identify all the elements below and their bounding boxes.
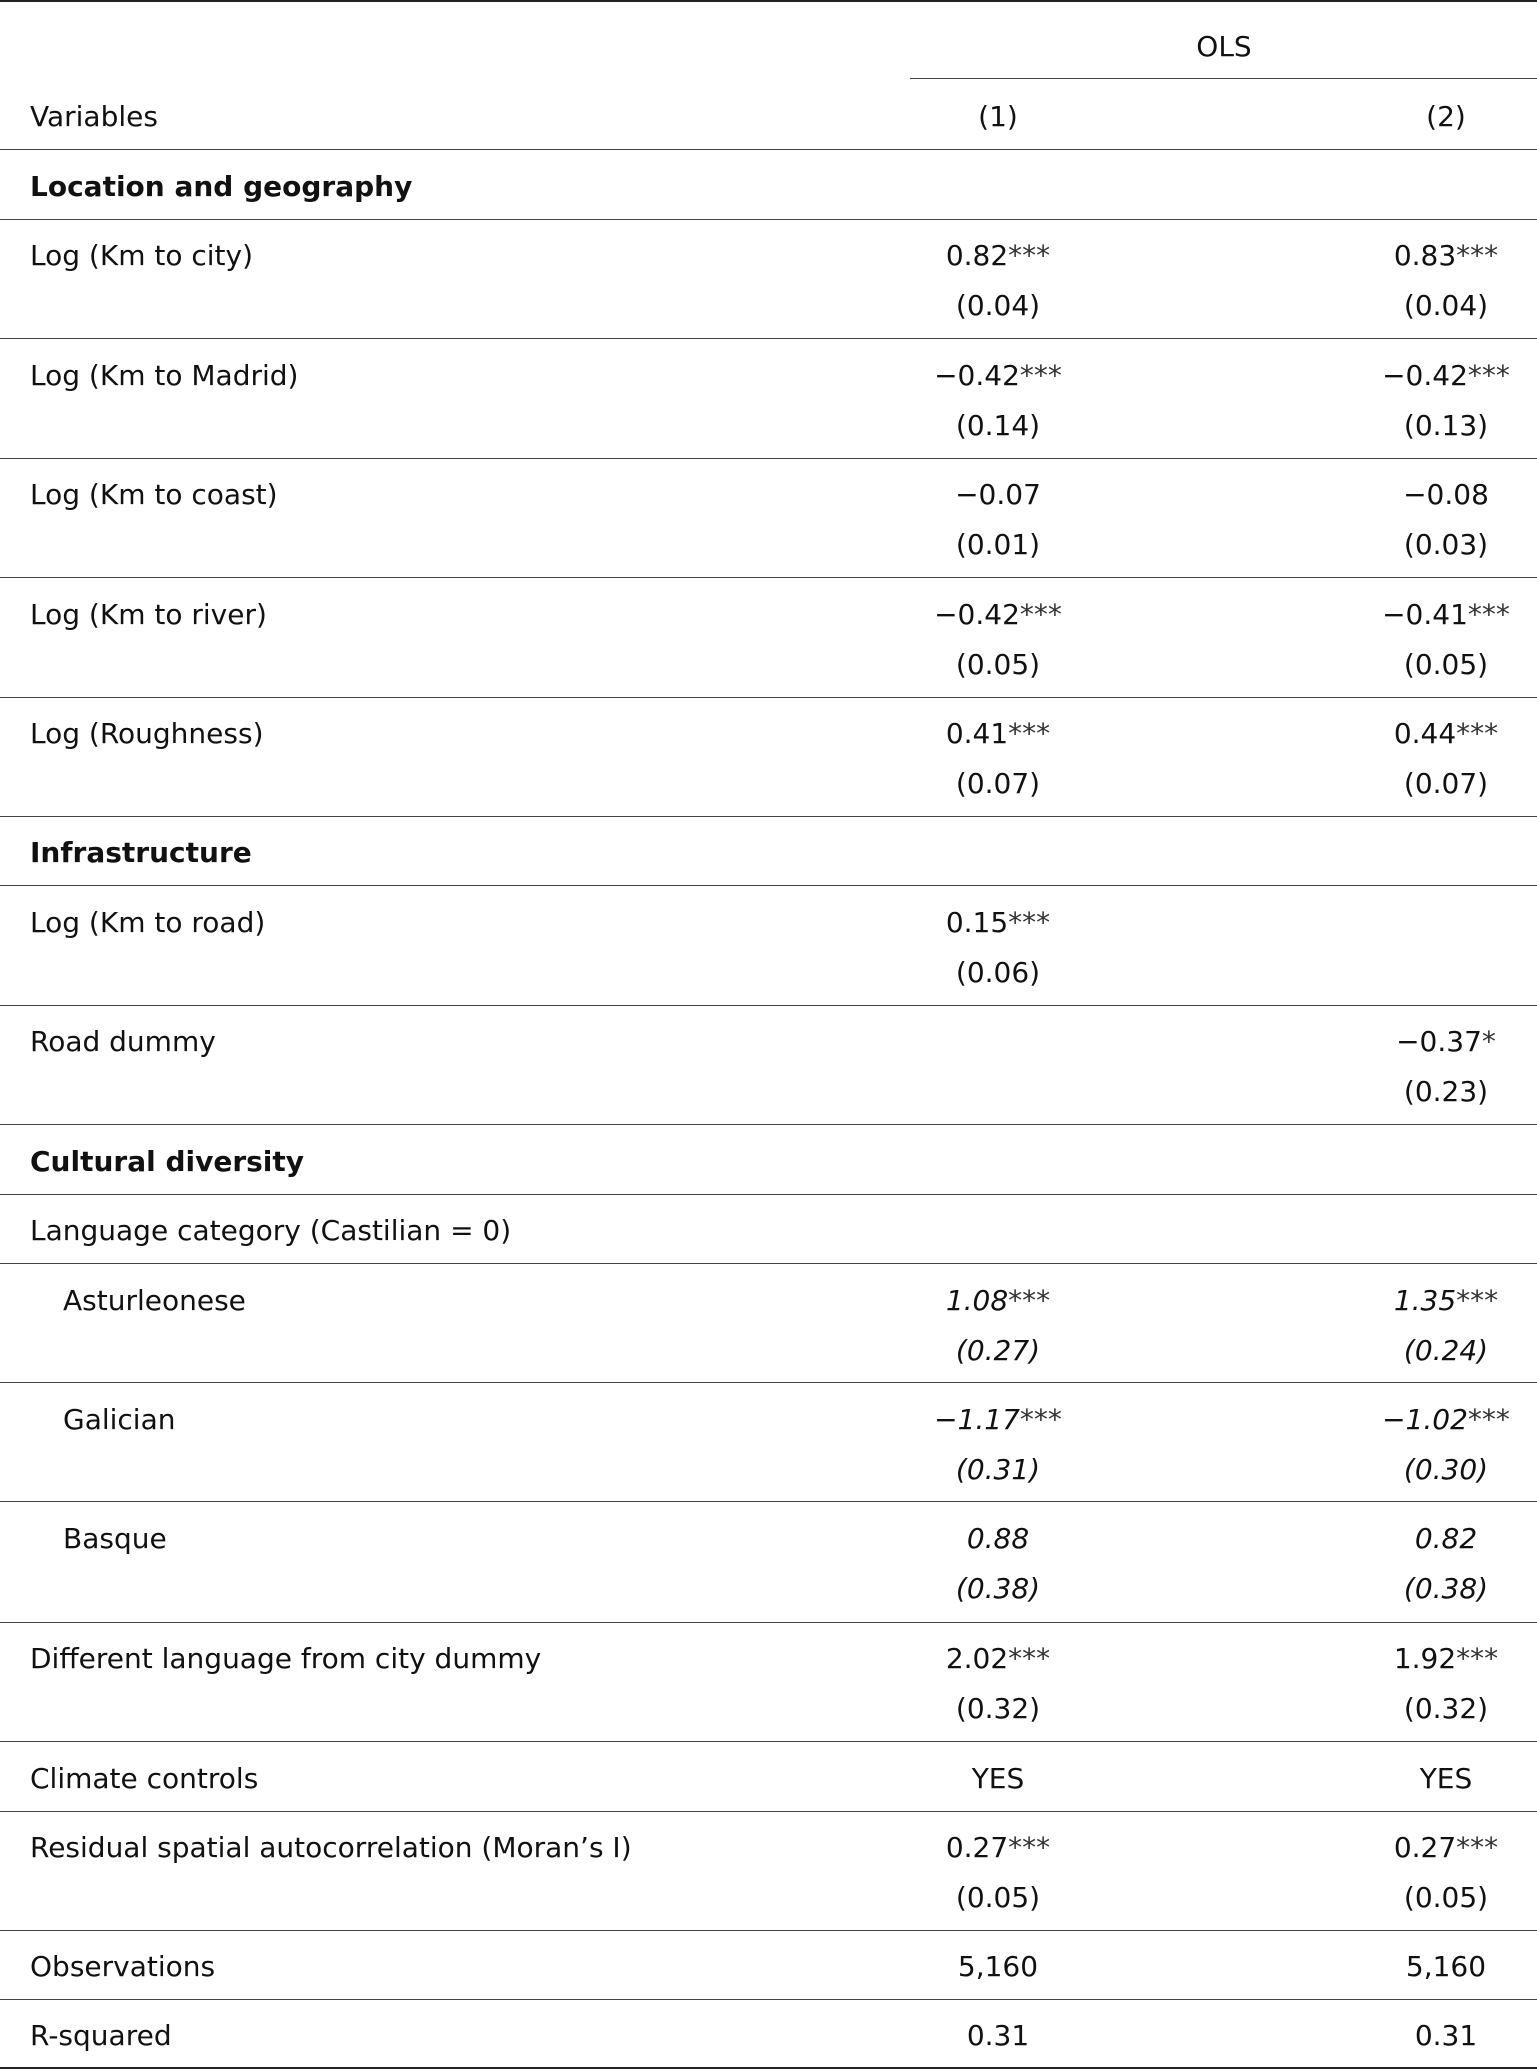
row-divider bbox=[0, 1930, 1537, 1931]
ols-header: OLS bbox=[1196, 30, 1252, 63]
value-observations-2: 5,160 bbox=[1405, 1950, 1487, 1983]
row-label-asturleonese: Asturleonese bbox=[63, 1284, 246, 1317]
row-divider bbox=[0, 1999, 1537, 2000]
row-label-km-coast: Log (Km to coast) bbox=[30, 478, 278, 511]
coef-asturleonese-1: 1.08*** bbox=[945, 1284, 1051, 1317]
value-r-squared-1: 0.31 bbox=[966, 2019, 1030, 2052]
se-basque-2: (0.38) bbox=[1403, 1572, 1489, 1605]
coef-galician-2: −1.02*** bbox=[1382, 1403, 1510, 1436]
row-divider bbox=[0, 1005, 1537, 1006]
row-label-galician: Galician bbox=[63, 1403, 176, 1436]
top-rule bbox=[0, 0, 1537, 2]
se-roughness-2: (0.07) bbox=[1403, 767, 1489, 800]
row-divider bbox=[0, 1811, 1537, 1812]
column-2-header: (2) bbox=[1426, 100, 1466, 133]
value-observations-1: 5,160 bbox=[957, 1950, 1039, 1983]
se-km-coast-2: (0.03) bbox=[1403, 528, 1489, 561]
se-km-coast-1: (0.01) bbox=[955, 528, 1041, 561]
row-divider bbox=[0, 1622, 1537, 1623]
coef-roughness-1: 0.41*** bbox=[945, 717, 1051, 750]
coef-km-madrid-1: −0.42*** bbox=[934, 359, 1062, 392]
se-km-city-1: (0.04) bbox=[955, 289, 1041, 322]
row-divider bbox=[0, 1382, 1537, 1383]
variables-header: Variables bbox=[30, 100, 158, 133]
row-label-morans-i: Residual spatial autocorrelation (Moran’s I) bbox=[30, 1831, 632, 1864]
row-label-different-language: Different language from city dummy bbox=[30, 1642, 542, 1675]
row-divider bbox=[0, 1263, 1537, 1264]
coef-km-coast-2: −0.08 bbox=[1403, 478, 1489, 511]
row-divider bbox=[0, 697, 1537, 698]
se-roughness-1: (0.07) bbox=[955, 767, 1041, 800]
coef-roughness-2: 0.44*** bbox=[1393, 717, 1499, 750]
column-1-header: (1) bbox=[978, 100, 1018, 133]
se-km-madrid-2: (0.13) bbox=[1403, 409, 1489, 442]
coef-basque-1: 0.88 bbox=[966, 1522, 1030, 1555]
coef-km-city-1: 0.82*** bbox=[945, 239, 1051, 272]
coef-km-river-2: −0.41*** bbox=[1382, 598, 1510, 631]
se-km-city-2: (0.04) bbox=[1403, 289, 1489, 322]
coef-galician-1: −1.17*** bbox=[934, 1403, 1062, 1436]
se-galician-2: (0.30) bbox=[1403, 1453, 1489, 1486]
coef-road-dummy-2: −0.37* bbox=[1396, 1025, 1496, 1058]
se-km-river-1: (0.05) bbox=[955, 648, 1041, 681]
coef-different-language-2: 1.92*** bbox=[1393, 1642, 1499, 1675]
value-r-squared-2: 0.31 bbox=[1414, 2019, 1478, 2052]
row-label-language-category: Language category (Castilian = 0) bbox=[30, 1214, 512, 1247]
coef-km-road-1: 0.15*** bbox=[945, 906, 1051, 939]
coef-morans-i-2: 0.27*** bbox=[1393, 1831, 1499, 1864]
row-label-roughness: Log (Roughness) bbox=[30, 717, 264, 750]
row-label-km-river: Log (Km to river) bbox=[30, 598, 267, 631]
row-divider bbox=[0, 458, 1537, 459]
coef-km-madrid-2: −0.42*** bbox=[1382, 359, 1510, 392]
se-basque-1: (0.38) bbox=[955, 1572, 1041, 1605]
row-label-km-road: Log (Km to road) bbox=[30, 906, 266, 939]
se-km-road-1: (0.06) bbox=[955, 956, 1041, 989]
value-climate-controls-1: YES bbox=[971, 1762, 1025, 1795]
bottom-rule bbox=[0, 2067, 1537, 2069]
section-infrastructure: Infrastructure bbox=[30, 836, 252, 869]
row-divider bbox=[0, 338, 1537, 339]
row-label-km-madrid: Log (Km to Madrid) bbox=[30, 359, 299, 392]
row-label-r-squared: R-squared bbox=[30, 2019, 172, 2052]
row-divider bbox=[0, 1741, 1537, 1742]
se-asturleonese-2: (0.24) bbox=[1403, 1334, 1489, 1367]
row-label-road-dummy: Road dummy bbox=[30, 1025, 216, 1058]
header-bottom-rule bbox=[0, 149, 1537, 150]
row-divider bbox=[0, 577, 1537, 578]
se-asturleonese-1: (0.27) bbox=[955, 1334, 1041, 1367]
row-label-basque: Basque bbox=[63, 1522, 167, 1555]
se-road-dummy-2: (0.23) bbox=[1403, 1075, 1489, 1108]
row-divider bbox=[0, 885, 1537, 886]
row-divider bbox=[0, 1194, 1537, 1195]
row-divider bbox=[0, 219, 1537, 220]
row-divider bbox=[0, 1501, 1537, 1502]
coef-km-city-2: 0.83*** bbox=[1393, 239, 1499, 272]
se-morans-i-2: (0.05) bbox=[1403, 1881, 1489, 1914]
coef-km-coast-1: −0.07 bbox=[955, 478, 1041, 511]
coef-km-river-1: −0.42*** bbox=[934, 598, 1062, 631]
section-cultural-diversity: Cultural diversity bbox=[30, 1145, 305, 1178]
ols-spanner-rule bbox=[910, 78, 1537, 79]
se-km-river-2: (0.05) bbox=[1403, 648, 1489, 681]
section-location-geography: Location and geography bbox=[30, 170, 413, 203]
se-different-language-2: (0.32) bbox=[1403, 1692, 1489, 1725]
coef-morans-i-1: 0.27*** bbox=[945, 1831, 1051, 1864]
coef-different-language-1: 2.02*** bbox=[945, 1642, 1051, 1675]
row-divider bbox=[0, 816, 1537, 817]
se-galician-1: (0.31) bbox=[955, 1453, 1041, 1486]
se-different-language-1: (0.32) bbox=[955, 1692, 1041, 1725]
coef-asturleonese-2: 1.35*** bbox=[1393, 1284, 1499, 1317]
se-km-madrid-1: (0.14) bbox=[955, 409, 1041, 442]
se-morans-i-1: (0.05) bbox=[955, 1881, 1041, 1914]
value-climate-controls-2: YES bbox=[1419, 1762, 1473, 1795]
coef-basque-2: 0.82 bbox=[1414, 1522, 1478, 1555]
row-label-km-city: Log (Km to city) bbox=[30, 239, 254, 272]
row-divider bbox=[0, 1124, 1537, 1125]
row-label-climate-controls: Climate controls bbox=[30, 1762, 259, 1795]
row-label-observations: Observations bbox=[30, 1950, 216, 1983]
